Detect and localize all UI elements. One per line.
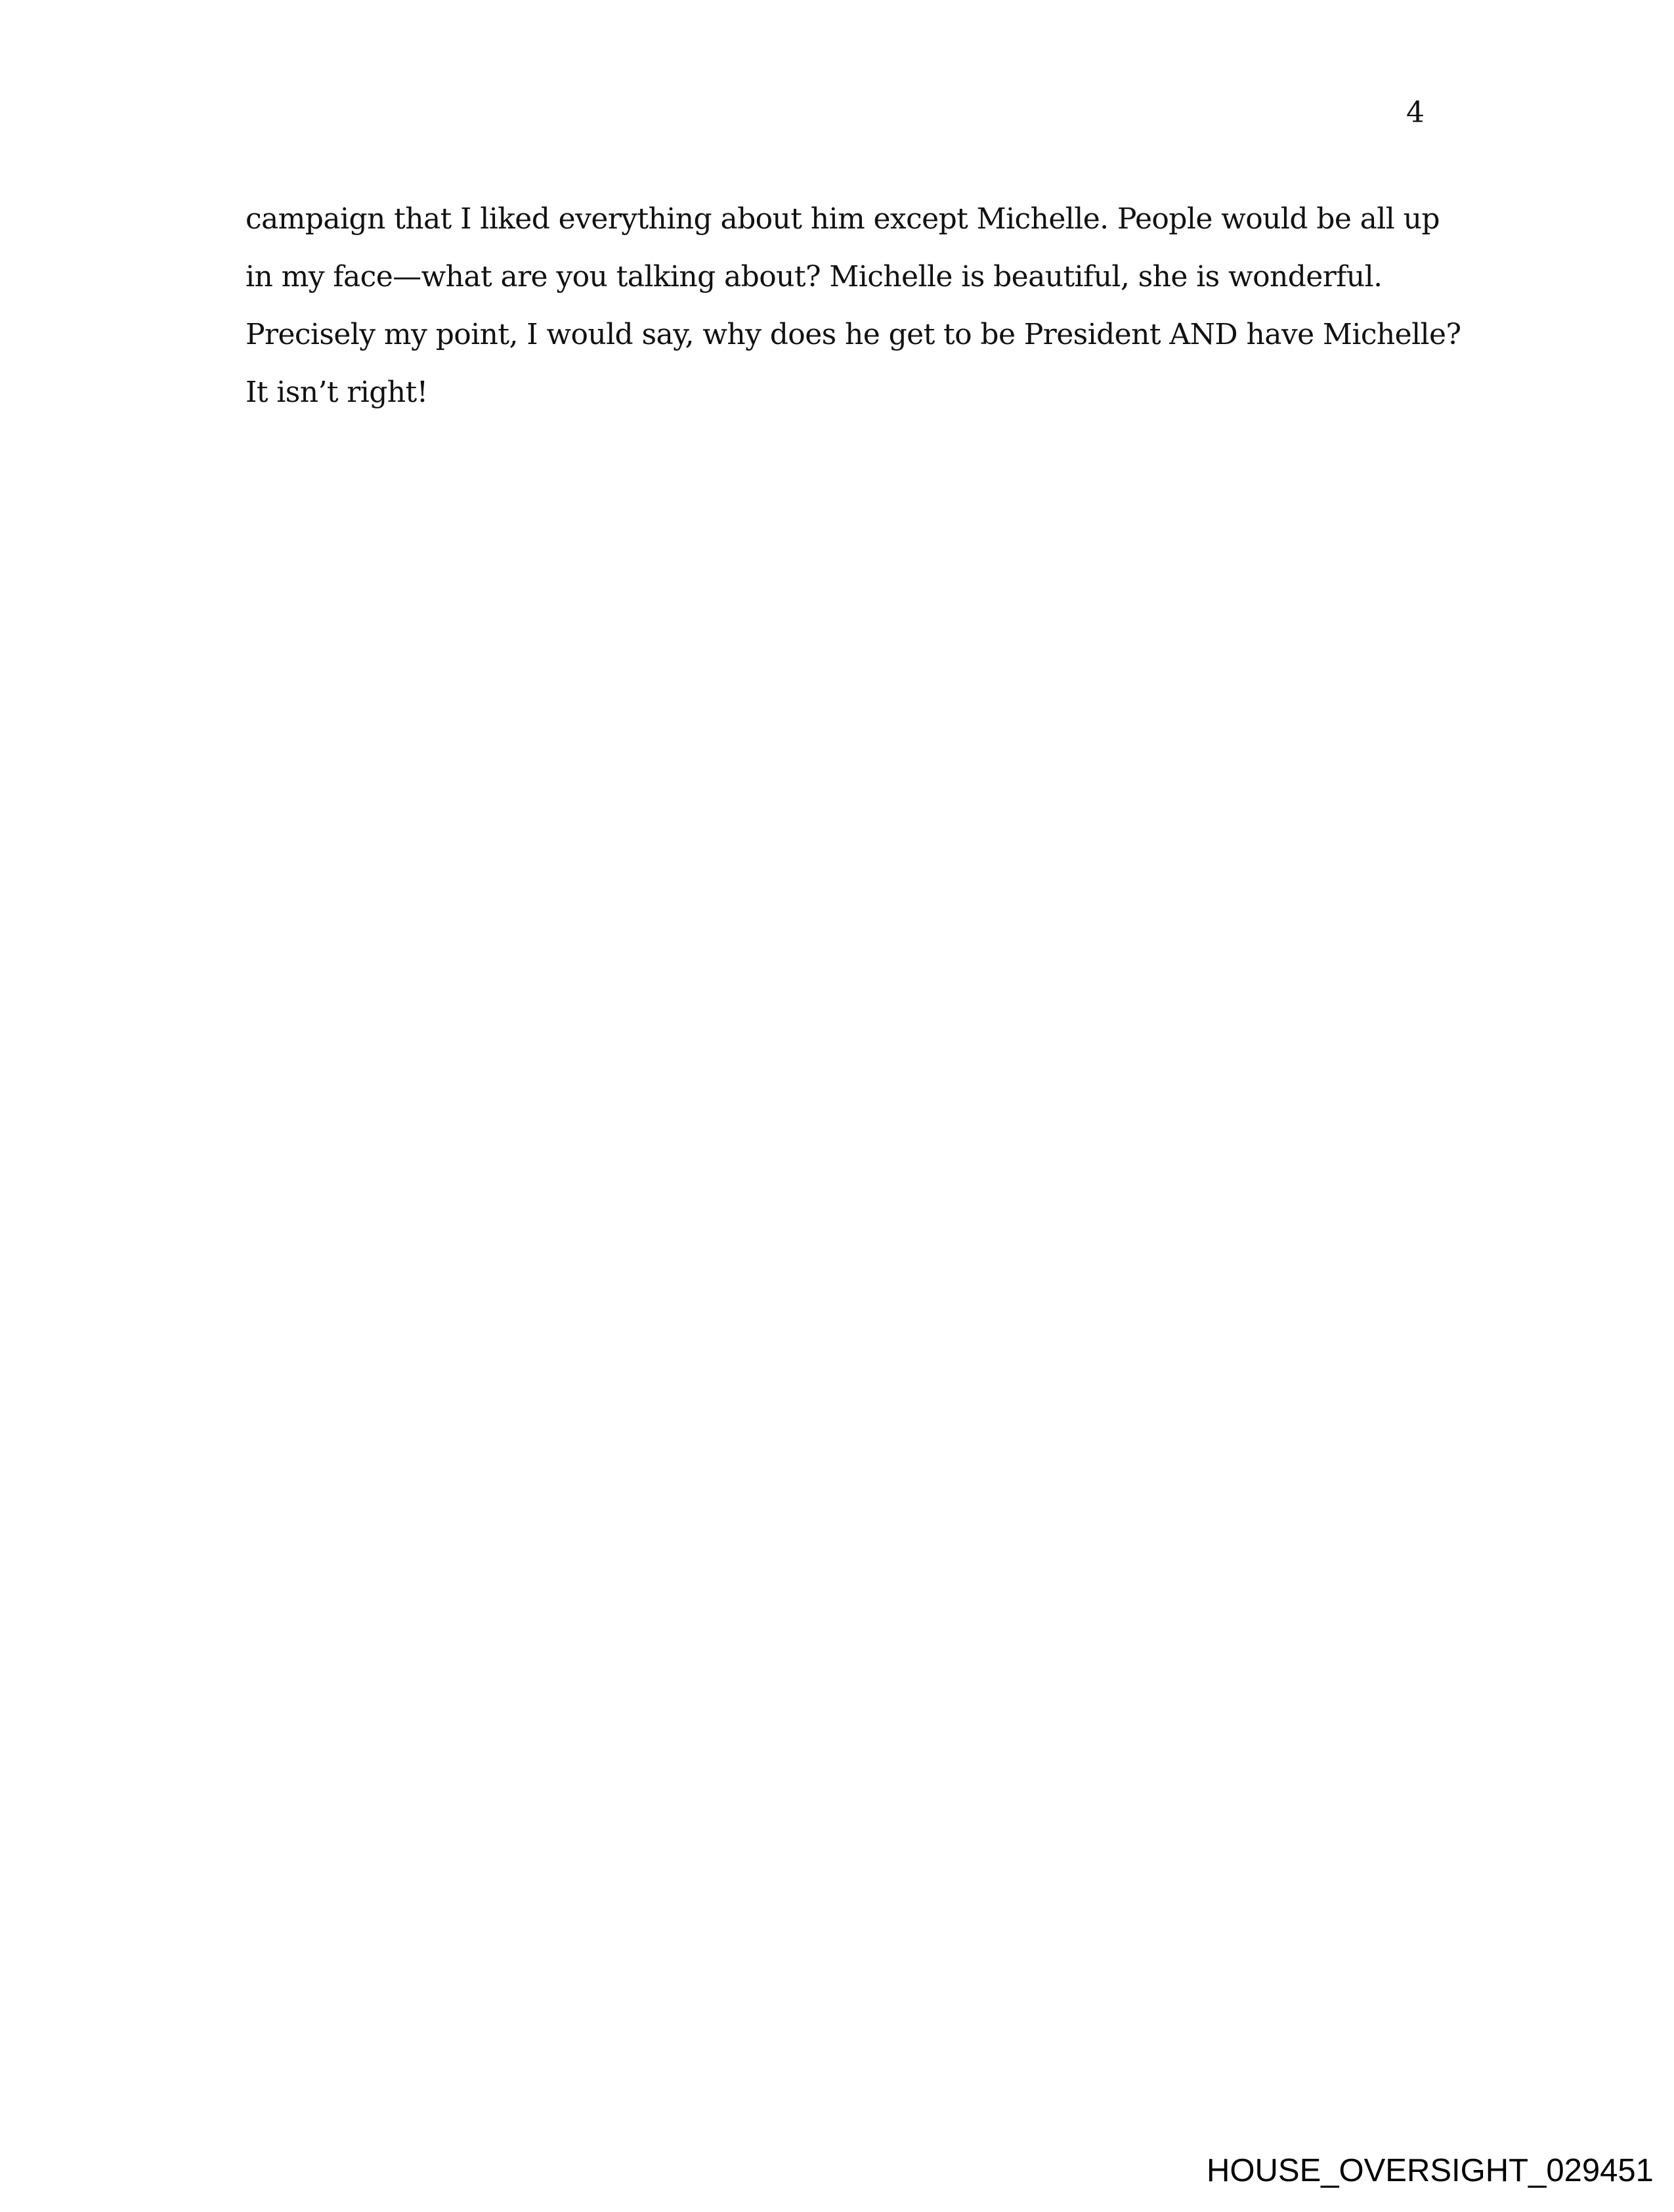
paragraph-line: It isn’t right!	[246, 376, 428, 409]
bates-stamp: HOUSE_OVERSIGHT_029451	[1207, 2153, 1654, 2188]
paragraph-line: Precisely my point, I would say, why does he get to be President AND have Michelle?	[246, 318, 1461, 351]
paragraph-line: in my face—what are you talking about? Michelle is beautiful, she is wonderful.	[246, 260, 1383, 293]
body-paragraph	[246, 190, 1461, 422]
page-number: 4	[1406, 96, 1425, 129]
paragraph-line: campaign that I liked everything about him except Michelle. People would be all up	[246, 202, 1440, 236]
